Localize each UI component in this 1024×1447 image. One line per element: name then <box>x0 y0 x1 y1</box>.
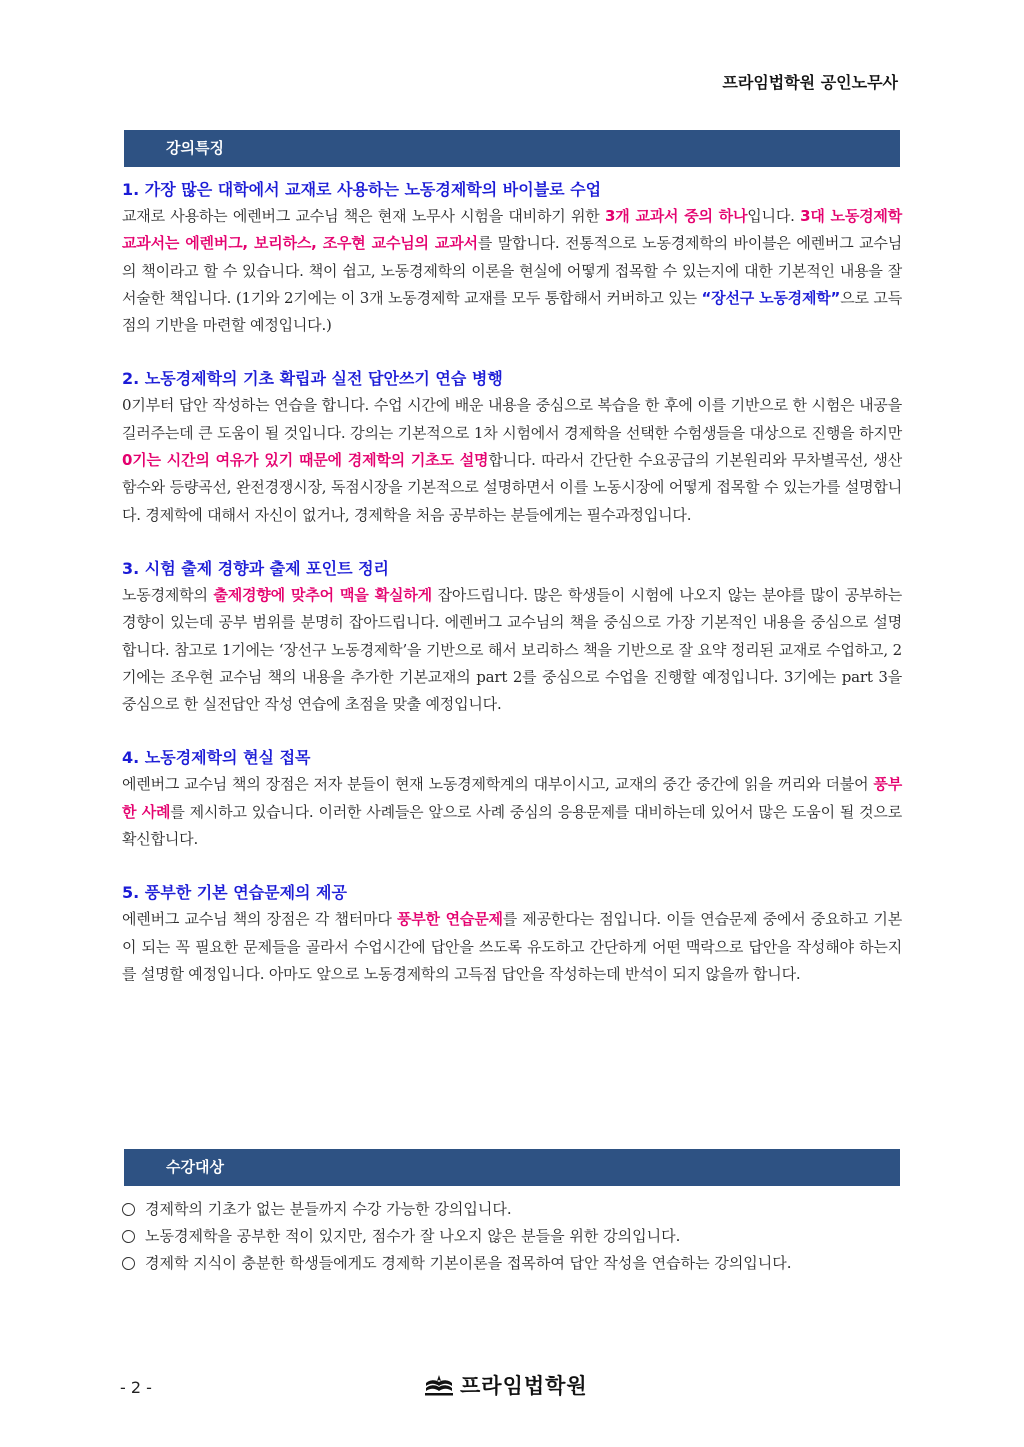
body-text: 으로 고득점의 기반을 마련할 예정입니다.) <box>122 288 902 335</box>
feature-body <box>122 392 902 528</box>
list-item <box>122 1223 902 1250</box>
body-text: 를 제공한다는 점입니다. 이들 연습문제 중에서 중요하고 기본이 되는 꼭 필요한 문제들을 골라서 수업시간에 답안을 쓰도록 유도하고 간단하게 어떤 맥락으로 답안을 작성해야 하는지를 설명할 예정입니다. 아마도 앞으로 노동경제학의 고득점 답안을 작성하는데 반석이 되지 않을까 합니다. <box>122 910 902 983</box>
feature-item-5 <box>122 879 902 988</box>
feature-item-4 <box>122 744 902 853</box>
body-text: 교재로 사용하는 에렌버그 교수님 책은 현재 노무사 시험을 대비하기 위한 <box>122 207 606 225</box>
section-title-features: 강의특징 <box>166 139 224 157</box>
page-header-title: 프라임법학원 공인노무사 <box>722 73 898 92</box>
circle-bullet-icon <box>122 1203 135 1216</box>
body-text: 입니다. <box>747 207 801 225</box>
feature-heading: 5. 풍부한 기본 연습문제의 제공 <box>122 883 347 903</box>
footer-logo <box>424 1370 588 1400</box>
body-text: 잡아드립니다. 많은 학생들이 시험에 나오지 않는 분야를 많이 공부하는 경향이 있는데 공부 범위를 분명히 잡아드립니다. 에렌버그 교수님의 책을 중심으로 가장 기본적인 내용을 중심으로 설명합니다. 참고로 1기에는 ‘장선구 노동경제학’을 기반으로 해서 보리하스 책을 기반으로 잘 요약 정리된 교재로 수업하고, 2기에는 조우현 교수님 책의 내용을 추가한 기본교재의 part 2를 중심으로 수업을 진행할 예정입니다. 3기에는 part 3을 중심으로 한 실전답안 작성 연습에 초점을 맞출 예정입니다. <box>122 585 902 714</box>
feature-body <box>122 906 902 988</box>
body-text: 에렌버그 교수님 책의 장점은 저자 분들이 현재 노동경제학계의 대부이시고, 교재의 중간 중간에 읽을 꺼리와 더불어 <box>122 775 874 794</box>
page-number: - 2 - <box>120 1378 152 1397</box>
feature-heading: 4. 노동경제학의 현실 접목 <box>122 748 311 768</box>
body-text: 에렌버그 교수님 책의 장점은 각 챕터마다 <box>122 910 397 929</box>
list-item <box>122 1250 902 1277</box>
target-text: 노동경제학을 공부한 적이 있지만, 점수가 잘 나오지 않은 분들을 위한 강의입니다. <box>145 1227 681 1245</box>
feature-heading: 1. 가장 많은 대학에서 교재로 사용하는 노동경제학의 바이블로 수업 <box>122 180 602 199</box>
body-text: 노동경제학의 <box>122 585 214 604</box>
highlighted-text: 3개 교과서 중의 하나 <box>605 207 748 225</box>
circle-bullet-icon <box>122 1230 135 1243</box>
list-item <box>122 1196 902 1223</box>
section-title-targets: 수강대상 <box>166 1158 224 1176</box>
footer-logo-text: 프라임법학원 <box>460 1374 588 1398</box>
highlighted-text: 풍부한 사례 <box>122 775 902 821</box>
features-content <box>122 176 902 1014</box>
section-bar-features <box>124 130 900 167</box>
body-text: 를 말합니다. 전통적으로 노동경제학의 바이블은 에렌버그 교수님의 책이라고 할 수 있습니다. 책이 쉽고, 노동경제학의 이론을 현실에 어떻게 접목할 수 있는지에 대한 기본적인 내용을 잘 서술한 책입니다. (1기와 2기에는 이 3개 노동경제학 교재를 모두 통합해서 커버하고 있는 <box>122 234 902 307</box>
section-bar-targets <box>124 1149 900 1186</box>
highlighted-text: 0기는 시간의 여유가 있기 때문에 경제학의 기초도 설명 <box>122 451 489 470</box>
body-text: 를 제시하고 있습니다. 이러한 사례들은 앞으로 사례 중심의 응용문제를 대비하는데 있어서 많은 도움이 될 것으로 확신합니다. <box>122 802 902 849</box>
highlighted-text: “장선구 노동경제학” <box>701 288 841 307</box>
highlighted-text: 풍부한 연습문제 <box>396 910 503 929</box>
circle-bullet-icon <box>122 1257 135 1270</box>
book-emblem-icon <box>424 1373 454 1397</box>
highlighted-text: 출제경향에 맞추어 맥을 확실하게 <box>213 585 432 604</box>
highlighted-text: 3대 노동경제학 교과서는 에렌버그, 보리하스, 조우현 교수님의 교과서 <box>122 207 902 253</box>
feature-heading: 3. 시험 출제 경향과 출제 포인트 정리 <box>122 558 390 578</box>
feature-item-2 <box>122 365 902 528</box>
target-text: 경제학 지식이 충분한 학생들에게도 경제학 기본이론을 접목하여 답안 작성을 연습하는 강의입니다. <box>145 1254 792 1272</box>
feature-item-1 <box>122 176 902 339</box>
feature-body <box>122 582 902 718</box>
feature-body <box>122 203 902 339</box>
body-text: 합니다. 따라서 간단한 수요공급의 기본원리와 무차별곡선, 생산함수와 등량곡선, 완전경쟁시장, 독점시장을 기본적으로 설명하면서 이를 노동시장에 어떻게 접목할 수 있는가를 설명합니다. 경제학에 대해서 자신이 없거나, 경제학을 처음 공부하는 분들에게는 필수과정입니다. <box>122 451 902 524</box>
target-list <box>122 1196 902 1277</box>
feature-item-3 <box>122 555 902 718</box>
body-text: 0기부터 답안 작성하는 연습을 합니다. 수업 시간에 배운 내용을 중심으로 복습을 한 후에 이를 기반으로 한 시험은 내공을 길러주는데 큰 도움이 될 것입니다. 강의는 기본적으로 1차 시험에서 경제학을 선택한 수험생들을 대상으로 진행을 하지만 <box>122 396 902 442</box>
feature-heading: 2. 노동경제학의 기초 확립과 실전 답안쓰기 연습 병행 <box>122 369 503 389</box>
feature-body <box>122 771 902 853</box>
target-text: 경제학의 기초가 없는 분들까지 수강 가능한 강의입니다. <box>145 1200 512 1218</box>
